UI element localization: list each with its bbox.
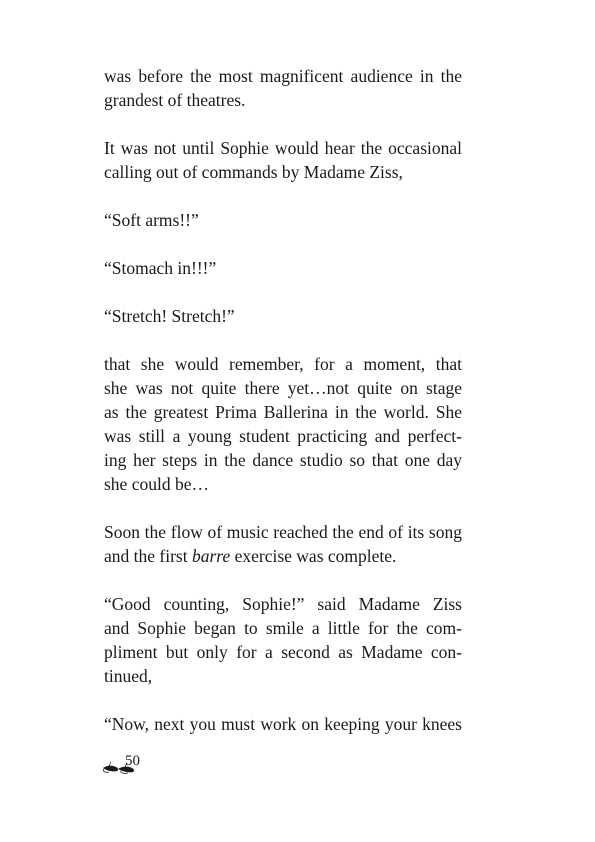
italic-term: barre (191, 546, 231, 566)
dialogue-line: “Stomach in!!!” (104, 258, 217, 278)
text-line: grandest of theatres. (104, 90, 246, 110)
text-segment: exercise was complete. (230, 546, 397, 566)
page-footer (101, 752, 161, 776)
text-line: Soon the flow of music reached the end of its song (104, 522, 462, 542)
text-line: calling out of commands by Madame Ziss, (104, 162, 403, 182)
text-line: pliment but only for a second as Madame con- (104, 642, 462, 662)
book-page (104, 0, 462, 842)
dialogue-line: “Soft arms!!” (104, 210, 199, 230)
text-line: tinued, (104, 666, 153, 686)
text-segment: and the first (104, 546, 192, 566)
text-line: “Now, next you must work on keeping your knees (104, 714, 462, 734)
text-line: she could be… (104, 474, 209, 494)
text-line: was still a young student practicing and perfect- (104, 426, 462, 446)
text-line (104, 544, 396, 568)
text-line: that she would remember, for a moment, that (104, 354, 462, 374)
text-line: It was not until Sophie would hear the occasional (104, 138, 462, 158)
text-line: ing her steps in the dance studio so that one day (104, 450, 462, 470)
text-line: and Sophie began to smile a little for the com- (104, 618, 462, 638)
page-number: 50 (125, 753, 140, 769)
text-line: she was not quite there yet…not quite on stage (104, 378, 462, 398)
text-line: “Good counting, Sophie!” said Madame Ziss (104, 594, 462, 614)
text-line: as the greatest Prima Ballerina in the world. She (104, 402, 462, 422)
text-line: was before the most magnificent audience in the (104, 66, 462, 86)
dialogue-line: “Stretch! Stretch!” (104, 306, 235, 326)
